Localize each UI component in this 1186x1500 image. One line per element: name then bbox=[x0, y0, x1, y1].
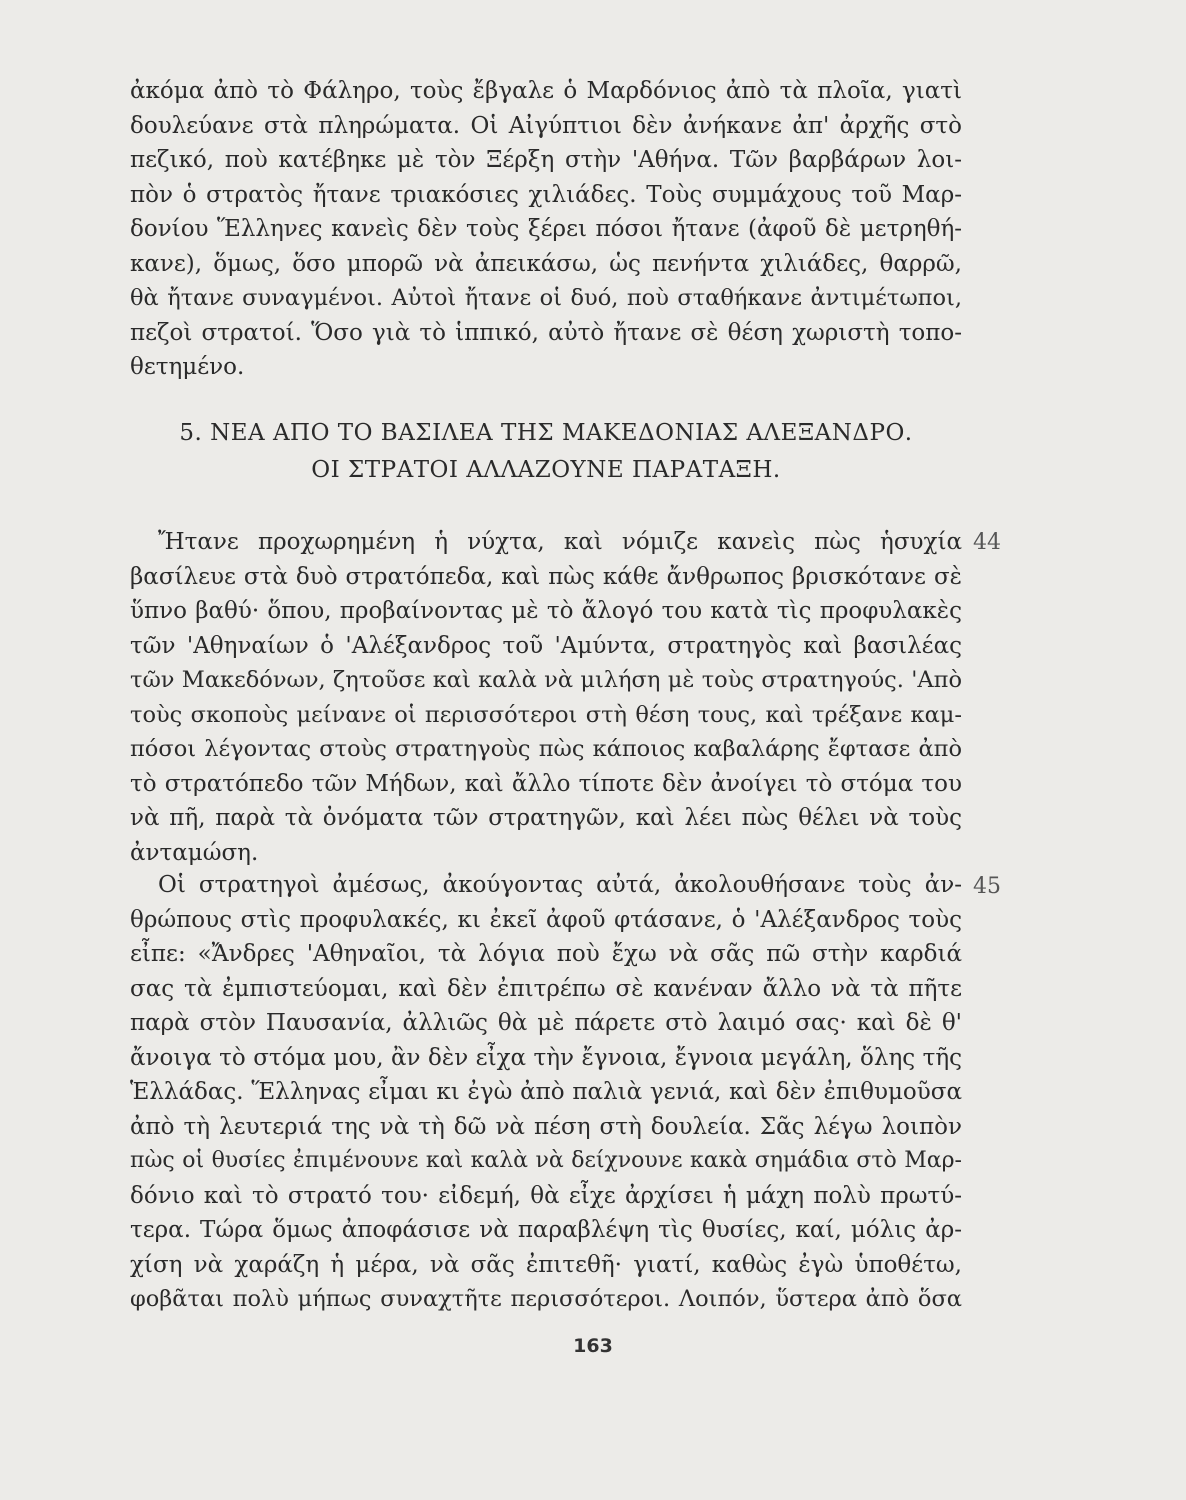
section-heading-line-2: ΟΙ ΣΤΡΑΤΟΙ ΑΛΛΑΖΟΥΝΕ ΠΑΡΑΤΑΞΗ. bbox=[311, 457, 781, 483]
text-line: δονίου Ἕλληνες κανεὶς δὲν τοὺς ξέρει πόσοι ἤτανε (ἀφοῦ δὲ μετρηθή- bbox=[130, 216, 962, 242]
text-line: πεζοὶ στρατοί. Ὅσο γιὰ τὸ ἱππικό, αὐτὸ ἤτανε σὲ θέση χωριστὴ τοπο- bbox=[130, 319, 962, 346]
text-line: τῶν 'Αθηναίων ὁ 'Αλέξανδρος τοῦ 'Αμύντα, στρατηγὸς καὶ βασιλέας bbox=[130, 632, 962, 659]
text-line: κανε), ὅμως, ὅσο μπορῶ νὰ ἀπεικάσω, ὡς πενήντα χιλιάδες, θαρρῶ, bbox=[130, 250, 962, 277]
text-line: Οἱ στρατηγοὶ ἀμέσως, ἀκούγοντας αὐτά, ἀκολουθήσανε τοὺς ἀν- bbox=[158, 872, 962, 898]
text-line: εἶπε: «Ἄνδρες 'Αθηναῖοι, τὰ λόγια ποὺ ἔχω νὰ σᾶς πῶ στὴν καρδιά bbox=[130, 941, 962, 967]
text-line: πόσοι λέγοντας στοὺς στρατηγοὺς πὼς κάποιος καβαλάρης ἔφτασε ἀπὸ bbox=[130, 736, 962, 762]
margin-section-number: 45 bbox=[973, 874, 1001, 899]
text-line: θὰ ἤτανε συναγμένοι. Αὐτοὶ ἤτανε οἱ δυό, ποὺ σταθήκανε ἀντιμέτωποι, bbox=[130, 285, 962, 311]
text-line: βασίλευε στὰ δυὸ στρατόπεδα, καὶ πὼς κάθε ἄνθρωπος βρισκότανε σὲ bbox=[130, 563, 962, 590]
text-line: δόνιο καὶ τὸ στρατό του· εἰδεμή, θὰ εἶχε ἀρχίσει ἡ μάχη πολὺ πρωτύ- bbox=[130, 1182, 962, 1209]
text-line: φοβᾶται πολὺ μήπως συναχτῆτε περισσότεροι. Λοιπόν, ὕστερα ἀπὸ ὅσα bbox=[130, 1286, 962, 1312]
text-line: πὼς οἱ θυσίες ἐπιμένουνε καὶ καλὰ νὰ δείχνουνε κακὰ σημάδια στὸ Μαρ- bbox=[130, 1148, 962, 1173]
text-line: θρώπους στὶς προφυλακές, κι ἐκεῖ ἀφοῦ φτάσανε, ὁ 'Αλέξανδρος τοὺς bbox=[130, 906, 962, 933]
text-line: πὸν ὁ στρατὸς ἤτανε τριακόσιες χιλιάδες. Τοὺς συμμάχους τοῦ Μαρ- bbox=[130, 181, 962, 208]
text-line: Ἑλλάδας. Ἕλληνας εἶμαι κι ἐγὼ ἀπὸ παλιὰ γενιά, καὶ δὲν ἐπιθυμοῦσα bbox=[130, 1079, 962, 1105]
text-line: θετημένο. bbox=[130, 354, 245, 380]
text-line: ἀπὸ τὴ λευτεριά της νὰ τὴ δῶ νὰ πέση στὴ δουλεία. Σᾶς λέγω λοιπὸν bbox=[130, 1113, 962, 1140]
text-line: πεζικό, ποὺ κατέβηκε μὲ τὸν Ξέρξη στὴν 'Αθήνα. Τῶν βαρβάρων λοι- bbox=[130, 147, 962, 173]
text-line: ἄνοιγα τὸ στόμα μου, ἂν δὲν εἶχα τὴν ἔγνοια, ἔγνοια μεγάλη, ὅλης τῆς bbox=[130, 1044, 962, 1071]
text-line: δουλεύανε στὰ πληρώματα. Οἱ Αἰγύπτιοι δὲν ἀνήκανε ἀπ' ἀρχῆς στὸ bbox=[130, 112, 962, 139]
text-line: Ἤτανε προχωρημένη ἡ νύχτα, καὶ νόμιζε κανεὶς πὼς ἡσυχία bbox=[158, 529, 962, 555]
text-line: παρὰ στὸν Παυσανία, ἀλλιῶς θὰ μὲ πάρετε στὸ λαιμό σας· καὶ δὲ θ' bbox=[130, 1010, 962, 1036]
text-line: ὕπνο βαθύ· ὅπου, προβαίνοντας μὲ τὸ ἄλογό του κατὰ τὶς προφυλακὲς bbox=[130, 598, 962, 624]
text-line: τὸ στρατόπεδο τῶν Μήδων, καὶ ἄλλο τίποτε δὲν ἀνοίγει τὸ στόμα του bbox=[130, 770, 962, 797]
paragraph-1 bbox=[130, 74, 962, 385]
paragraph-3 bbox=[130, 868, 962, 1317]
page-number: 163 bbox=[573, 1335, 613, 1357]
text-line: νὰ πῆ, παρὰ τὰ ὀνόματα τῶν στρατηγῶν, καὶ λέει πὼς θέλει νὰ τοὺς bbox=[130, 805, 962, 831]
text-line: σας τὰ ἐμπιστεύομαι, καὶ δὲν ἐπιτρέπω σὲ κανέναν ἄλλο νὰ τὰ πῆτε bbox=[130, 975, 962, 1002]
text-line: τερα. Τώρα ὅμως ἀποφάσισε νὰ παραβλέψη τὶς θυσίες, καί, μόλις ἀρ- bbox=[130, 1217, 962, 1243]
paragraph-2 bbox=[130, 525, 962, 870]
text-line: χίση νὰ χαράζη ἡ μέρα, νὰ σᾶς ἐπιτεθῆ· γιατί, καθὼς ἐγὼ ὑποθέτω, bbox=[130, 1251, 962, 1278]
text-line: τοὺς σκοποὺς μείνανε οἱ περισσότεροι στὴ θέση τους, καὶ τρέξανε καμ- bbox=[130, 701, 962, 728]
margin-section-number: 44 bbox=[973, 530, 1001, 555]
text-line: ἀκόμα ἀπὸ τὸ Φάληρο, τοὺς ἔβγαλε ὁ Μαρδόνιος ἀπὸ τὰ πλοῖα, γιατὶ bbox=[130, 78, 962, 104]
text-line: τῶν Μακεδόνων, ζητοῦσε καὶ καλὰ νὰ μιλήση μὲ τοὺς στρατηγούς. 'Απὸ bbox=[130, 667, 962, 693]
section-heading-line-1: 5. ΝΕΑ ΑΠΟ ΤΟ ΒΑΣΙΛΕΑ ΤΗΣ ΜΑΚΕΔΟΝΙΑΣ ΑΛΕΞΑΝΔΡΟ. bbox=[179, 420, 913, 446]
text-line: ἀνταμώση. bbox=[130, 839, 259, 866]
